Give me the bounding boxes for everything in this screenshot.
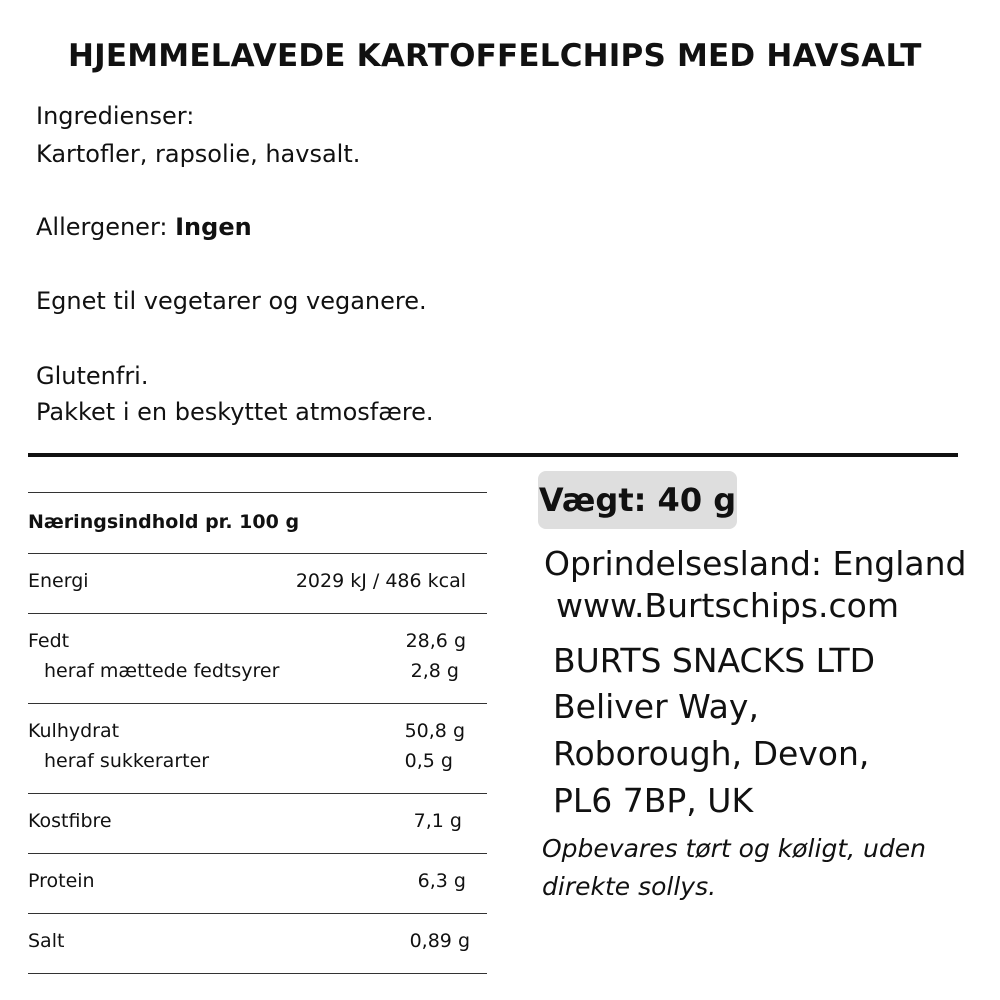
website-link[interactable]: www.Burtschips.com xyxy=(556,586,900,625)
fibre-label: Kostfibre xyxy=(28,810,112,832)
fibre-value: 7,1 g xyxy=(413,810,462,832)
fat-value: 28,6 g xyxy=(405,630,466,652)
saturated-fat-value: 2,8 g xyxy=(410,660,459,682)
table-row-fat xyxy=(28,614,487,703)
ingredients-label: Ingredienser: xyxy=(36,102,195,130)
gluten-note: Glutenfri. xyxy=(36,362,149,390)
table-row-energy xyxy=(28,554,487,613)
protein-label: Protein xyxy=(28,870,95,892)
storage-instructions: Opbevares tørt og køligt, uden direkte sollys. xyxy=(542,834,926,901)
nutrition-table xyxy=(28,492,487,974)
carbs-value: 50,8 g xyxy=(404,720,465,742)
salt-value: 0,89 g xyxy=(409,930,470,952)
salt-label: Salt xyxy=(28,930,65,952)
energy-label: Energi xyxy=(28,570,89,592)
fat-label: Fedt xyxy=(28,630,70,652)
allergens-value: Ingen xyxy=(175,213,252,241)
packed-note: Pakket i en beskyttet atmosfære. xyxy=(36,398,434,426)
address-line-3: PL6 7BP, UK xyxy=(553,781,754,820)
company-name: BURTS SNACKS LTD xyxy=(553,641,876,680)
table-rule xyxy=(28,973,487,974)
nutrition-heading-row xyxy=(28,493,487,553)
weight-badge: Vægt: 40 g xyxy=(538,471,737,529)
ingredients-list: Kartofler, rapsolie, havsalt. xyxy=(36,140,361,168)
sugars-label: heraf sukkerarter xyxy=(44,750,210,772)
allergens-line xyxy=(36,209,252,245)
section-divider xyxy=(28,453,958,457)
protein-value: 6,3 g xyxy=(417,870,466,892)
address-line-1: Beliver Way, xyxy=(553,687,759,726)
table-row-protein xyxy=(28,854,487,913)
allergens-label: Allergener: xyxy=(36,213,168,241)
origin-country: Oprindelsesland: England xyxy=(544,544,967,583)
sugars-value: 0,5 g xyxy=(404,750,453,772)
product-title: HJEMMELAVEDE KARTOFFELCHIPS MED HAVSALT xyxy=(68,38,922,74)
vegan-note: Egnet til vegetarer og veganere. xyxy=(36,287,427,315)
carbs-label: Kulhydrat xyxy=(28,720,120,742)
table-row-salt xyxy=(28,914,487,973)
table-row-carbs xyxy=(28,704,487,793)
address-line-2: Roborough, Devon, xyxy=(553,734,870,773)
table-row-fibre xyxy=(28,794,487,853)
saturated-fat-label: heraf mættede fedtsyrer xyxy=(44,660,280,682)
energy-value: 2029 kJ / 486 kcal xyxy=(295,570,466,592)
nutrition-heading: Næringsindhold pr. 100 g xyxy=(28,511,300,533)
